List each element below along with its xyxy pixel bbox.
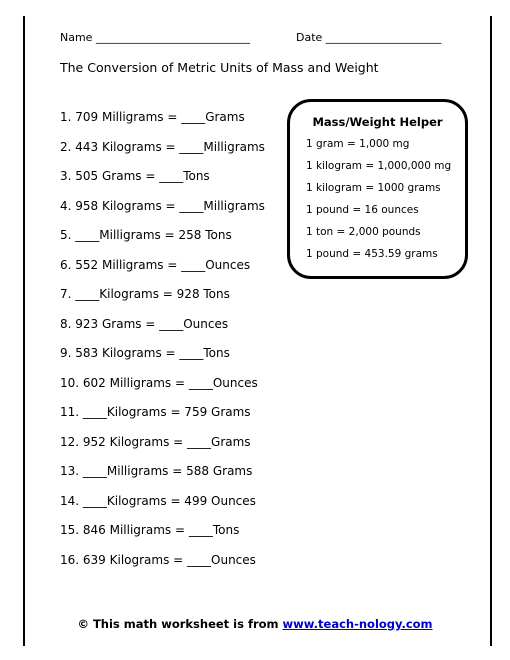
name-field-line: Name ____________________________	[60, 31, 250, 44]
problem-13: 13. ____Milligrams = 588 Grams	[60, 464, 253, 478]
problem-12: 12. 952 Kilograms = ____Grams	[60, 434, 251, 449]
mass-weight-helper-box	[287, 99, 468, 279]
problem-7: 7. ____Kilograms = 928 Tons	[60, 287, 230, 301]
helper-item: 1 gram = 1,000 mg	[306, 138, 410, 150]
footer-credit	[0, 617, 510, 631]
helper-item: 1 pound = 16 ounces	[306, 204, 419, 216]
problem-2: 2. 443 Kilograms = ____Milligrams	[60, 139, 265, 154]
problem-8: 8. 923 Grams = ____Ounces	[60, 316, 229, 331]
helper-item: 1 pound = 453.59 grams	[306, 248, 438, 260]
date-field-line: Date _____________________	[296, 31, 442, 44]
problem-16: 16. 639 Kilograms = ____Ounces	[60, 552, 256, 567]
footer-prefix: © This math worksheet is from	[77, 617, 283, 631]
teach-nology-link[interactable]: www.teach-nology.com	[282, 617, 433, 631]
problem-15: 15. 846 Milligrams = ____Tons	[60, 523, 240, 537]
problem-11: 11. ____Kilograms = 759 Grams	[60, 405, 251, 419]
helper-item: 1 kilogram = 1,000,000 mg	[306, 160, 452, 172]
problem-5: 5. ____Milligrams = 258 Tons	[60, 228, 232, 242]
problem-9: 9. 583 Kilograms = ____Tons	[60, 346, 230, 360]
problem-14: 14. ____Kilograms = 499 Ounces	[60, 493, 256, 508]
problem-1: 1. 709 Milligrams = ____Grams	[60, 110, 245, 124]
helper-item: 1 kilogram = 1000 grams	[306, 182, 441, 194]
problem-4: 4. 958 Kilograms = ____Milligrams	[60, 198, 265, 213]
problem-10: 10. 602 Milligrams = ____Ounces	[60, 375, 258, 390]
helper-title: Mass/Weight Helper	[312, 115, 443, 129]
problem-6: 6. 552 Milligrams = ____Ounces	[60, 257, 251, 272]
problem-3: 3. 505 Grams = ____Tons	[60, 169, 210, 183]
worksheet-title: The Conversion of Metric Units of Mass and Weight	[60, 60, 379, 75]
helper-item: 1 ton = 2,000 pounds	[306, 226, 421, 238]
